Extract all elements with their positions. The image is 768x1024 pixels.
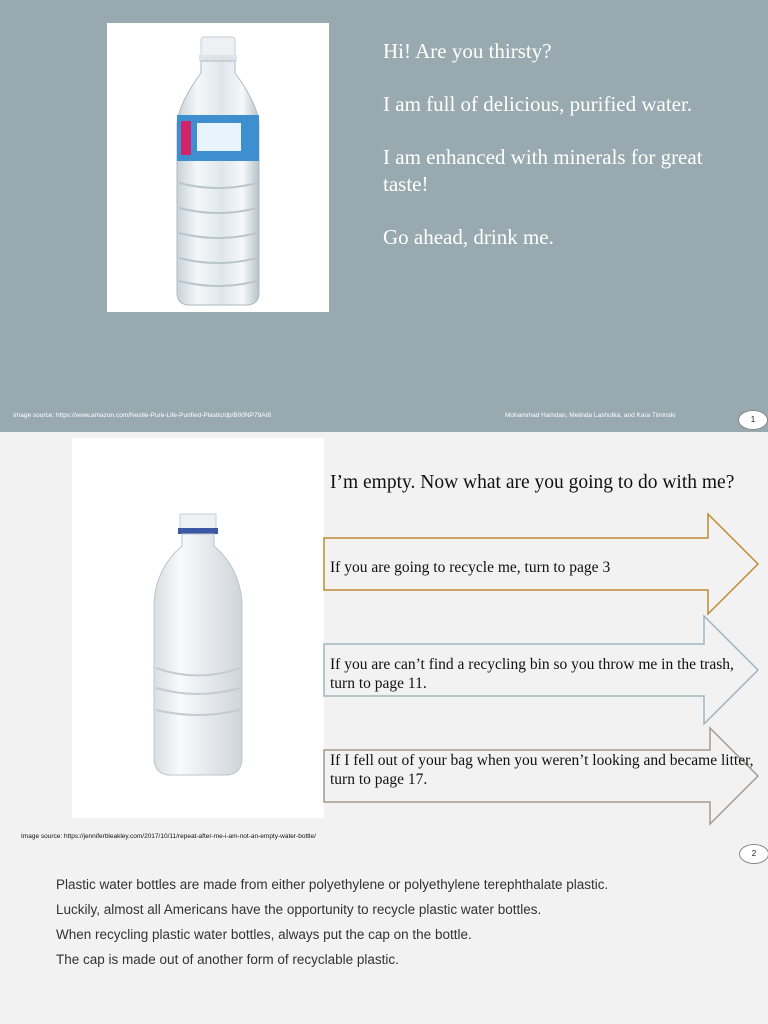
water-line: I am full of delicious, purified water. <box>383 92 693 116</box>
authors: Mohammad Hamdan, Melinda Lashutka, and Kara Timinski <box>505 412 676 419</box>
note-line: Plastic water bottles are made from either polyethylene or polyethylene terephthalate plastic. <box>56 877 609 892</box>
speaker-notes <box>56 876 716 976</box>
drink-line: Go ahead, drink me. <box>383 225 554 249</box>
choice-recycle-label[interactable]: If you are going to recycle me, turn to page 3 <box>330 559 611 576</box>
page-number-2: 2 <box>739 844 768 864</box>
slide-1 <box>0 0 768 432</box>
choice-litter-label[interactable]: If I fell out of your bag when you weren’t looking and became litter, turn to page 17. <box>330 752 754 788</box>
note-line: When recycling plastic water bottles, always put the cap on the bottle. <box>56 927 472 942</box>
full-water-bottle-image <box>107 23 329 312</box>
image-source-2: Image source: https://jenniferbleakley.com/2017/10/11/repeat-after-me-i-am-not-an-empty-water-bottle/ <box>21 833 316 840</box>
slide-2-heading: I’m empty. Now what are you going to do with me? <box>330 472 735 493</box>
note-line: The cap is made out of another form of recyclable plastic. <box>56 952 399 967</box>
empty-water-bottle-image <box>72 438 324 818</box>
image-source-1: Image source: https://www.amazon.com/Nestle-Pure-Life-Purified-Plastic/dp/B00NP79AI8 <box>13 412 271 419</box>
minerals-line: I am enhanced with minerals for great taste! <box>383 145 703 196</box>
greeting-line: Hi! Are you thirsty? <box>383 39 552 63</box>
slide-2 <box>0 432 768 866</box>
page-number-1: 1 <box>738 410 768 430</box>
slide-1-text <box>383 38 743 277</box>
choice-recycle-arrow[interactable] <box>322 512 762 616</box>
choice-trash-label[interactable]: If you are can’t find a recycling bin so you throw me in the trash, turn to page 11. <box>330 656 734 692</box>
note-line: Luckily, almost all Americans have the opportunity to recycle plastic water bottles. <box>56 902 542 917</box>
choice-trash-arrow[interactable] <box>322 614 762 726</box>
choice-litter-arrow[interactable] <box>322 726 762 826</box>
